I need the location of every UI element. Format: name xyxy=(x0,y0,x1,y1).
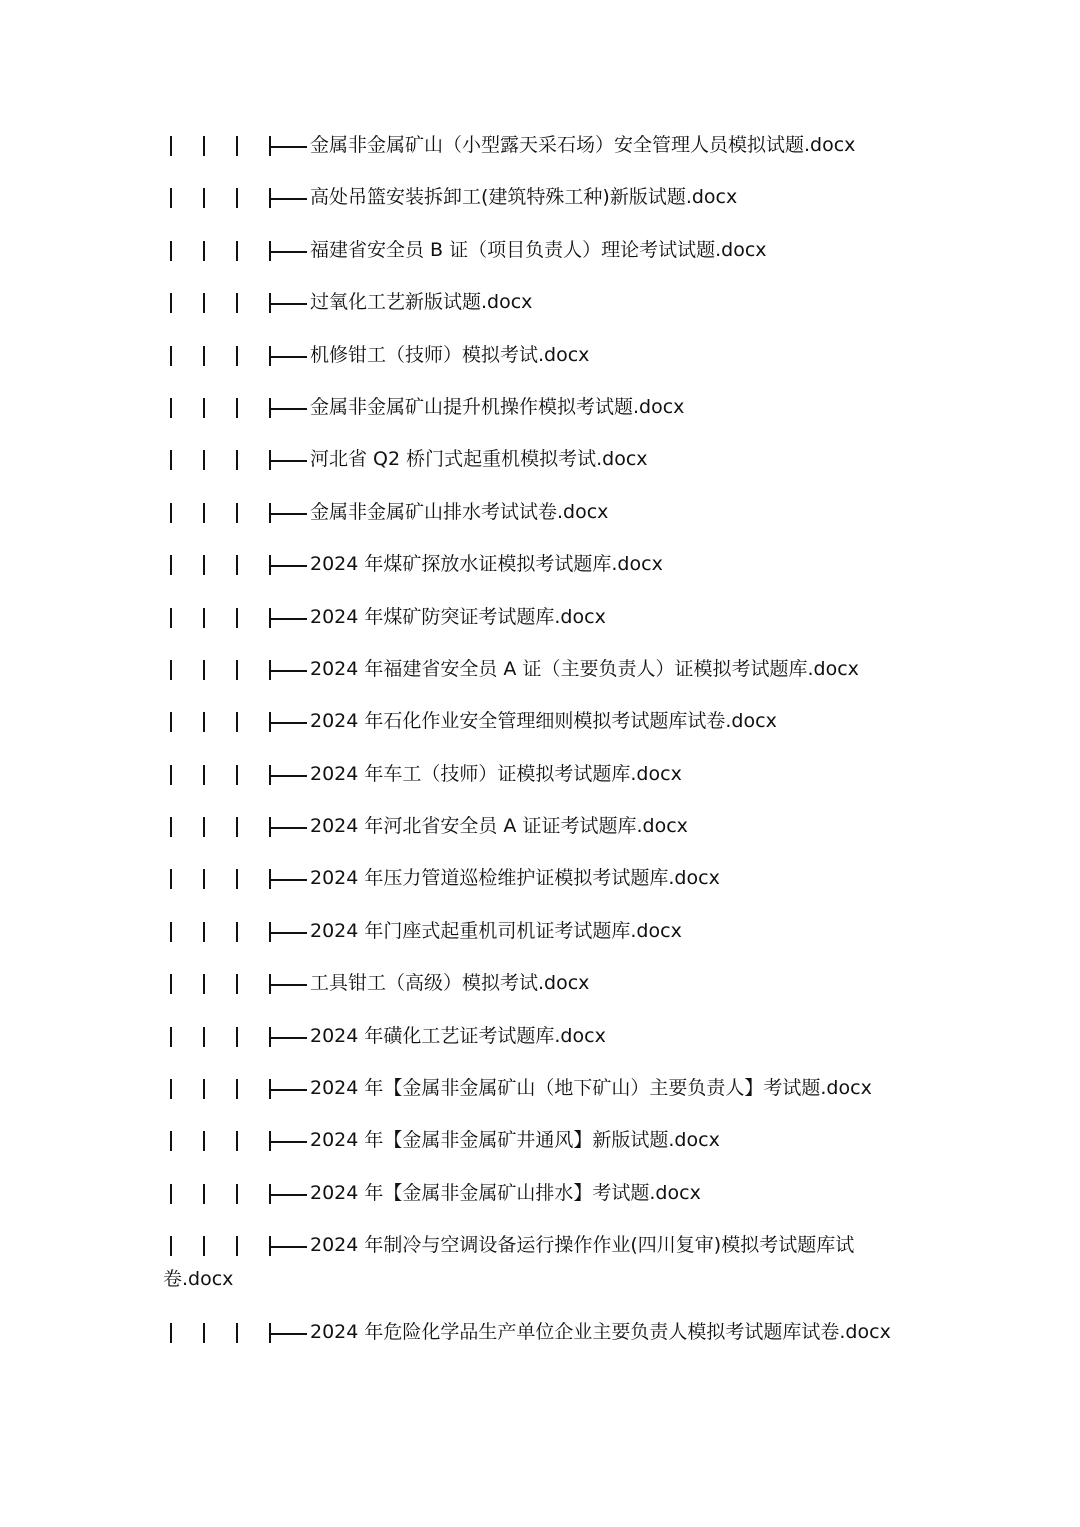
file-name: 2024 年车工（技师）证模拟考试题库.docx xyxy=(310,762,682,785)
file-name: 2024 年【金属非金属矿井通风】新版试题.docx xyxy=(310,1129,720,1152)
tree-branch-glyph xyxy=(163,1315,310,1349)
file-name: 金属非金属矿山（小型露天采石场）安全管理人员模拟试题.docx xyxy=(310,134,856,156)
tree-item xyxy=(163,757,923,791)
tree-item xyxy=(163,861,923,895)
file-name: 2024 年【金属非金属矿山排水】考试题.docx xyxy=(310,1181,701,1204)
file-name: 过氧化工艺新版试题.docx xyxy=(310,291,533,314)
tree-item xyxy=(163,1123,923,1157)
file-tree-list xyxy=(163,128,923,1367)
tree-branch-glyph xyxy=(163,757,310,791)
file-name: 金属非金属矿山提升机操作模拟考试题.docx xyxy=(310,395,685,418)
tree-item xyxy=(163,1228,923,1296)
tree-item xyxy=(163,547,923,581)
tree-branch-glyph xyxy=(163,704,310,738)
file-name: 河北省 Q2 桥门式起重机模拟考试.docx xyxy=(310,448,648,471)
tree-branch-glyph xyxy=(163,338,310,372)
file-name: 2024 年煤矿防突证考试题库.docx xyxy=(310,605,606,628)
tree-branch-glyph xyxy=(163,547,310,581)
tree-branch-glyph xyxy=(163,809,310,843)
tree-item xyxy=(163,233,923,267)
file-name: 福建省安全员 B 证（项目负责人）理论考试试题.docx xyxy=(310,238,767,261)
file-name: 机修钳工（技师）模拟考试.docx xyxy=(310,343,590,366)
tree-branch-glyph xyxy=(163,233,310,267)
tree-branch-glyph xyxy=(163,1071,310,1105)
file-name: 2024 年危险化学品生产单位企业主要负责人模拟考试题库试卷.docx xyxy=(310,1320,891,1343)
tree-item xyxy=(163,180,923,214)
file-name: 高处吊篮安装拆卸工(建筑特殊工种)新版试题.docx xyxy=(310,186,738,209)
tree-branch-glyph xyxy=(163,1123,310,1157)
tree-branch-glyph xyxy=(163,390,310,424)
file-name: 2024 年【金属非金属矿山（地下矿山）主要负责人】考试题.docx xyxy=(310,1077,872,1100)
tree-branch-glyph xyxy=(163,652,310,686)
file-name: 2024 年福建省安全员 A 证（主要负责人）证模拟考试题库.docx xyxy=(310,657,859,680)
tree-branch-glyph xyxy=(163,861,310,895)
tree-branch-glyph xyxy=(163,442,310,476)
file-name: 2024 年河北省安全员 A 证证考试题库.docx xyxy=(310,815,688,838)
file-name: 2024 年煤矿探放水证模拟考试题库.docx xyxy=(310,553,663,576)
tree-item xyxy=(163,1071,923,1105)
file-name: 2024 年门座式起重机司机证考试题库.docx xyxy=(310,919,682,942)
tree-item xyxy=(163,338,923,372)
tree-item xyxy=(163,1176,923,1210)
tree-item xyxy=(163,914,923,948)
tree-item xyxy=(163,1315,923,1349)
tree-item xyxy=(163,1019,923,1053)
tree-item xyxy=(163,495,923,529)
tree-branch-glyph xyxy=(163,914,310,948)
file-name: 金属非金属矿山排水考试试卷.docx xyxy=(310,500,609,523)
tree-branch-glyph xyxy=(163,1228,310,1262)
tree-branch-glyph xyxy=(163,180,310,214)
tree-item xyxy=(163,704,923,738)
tree-item xyxy=(163,600,923,634)
tree-item xyxy=(163,442,923,476)
file-name: 2024 年磺化工艺证考试题库.docx xyxy=(310,1024,606,1047)
tree-item xyxy=(163,809,923,843)
tree-item xyxy=(163,390,923,424)
tree-branch-glyph xyxy=(163,1019,310,1053)
tree-branch-glyph xyxy=(163,495,310,529)
tree-branch-glyph xyxy=(163,600,310,634)
tree-branch-glyph xyxy=(163,1176,310,1210)
tree-branch-glyph xyxy=(163,966,310,1000)
tree-branch-glyph xyxy=(163,285,310,319)
file-name: 2024 年压力管道巡检维护证模拟考试题库.docx xyxy=(310,867,720,890)
file-name-continuation: 卷.docx xyxy=(163,1268,234,1291)
tree-item xyxy=(163,285,923,319)
tree-item xyxy=(163,966,923,1000)
file-name: 2024 年制冷与空调设备运行操作作业(四川复审)模拟考试题库试 xyxy=(310,1234,855,1257)
tree-branch-glyph xyxy=(163,128,310,162)
tree-item xyxy=(163,652,923,686)
tree-item xyxy=(163,128,923,162)
file-name: 2024 年石化作业安全管理细则模拟考试题库试卷.docx xyxy=(310,710,777,733)
file-name: 工具钳工（高级）模拟考试.docx xyxy=(310,972,590,995)
